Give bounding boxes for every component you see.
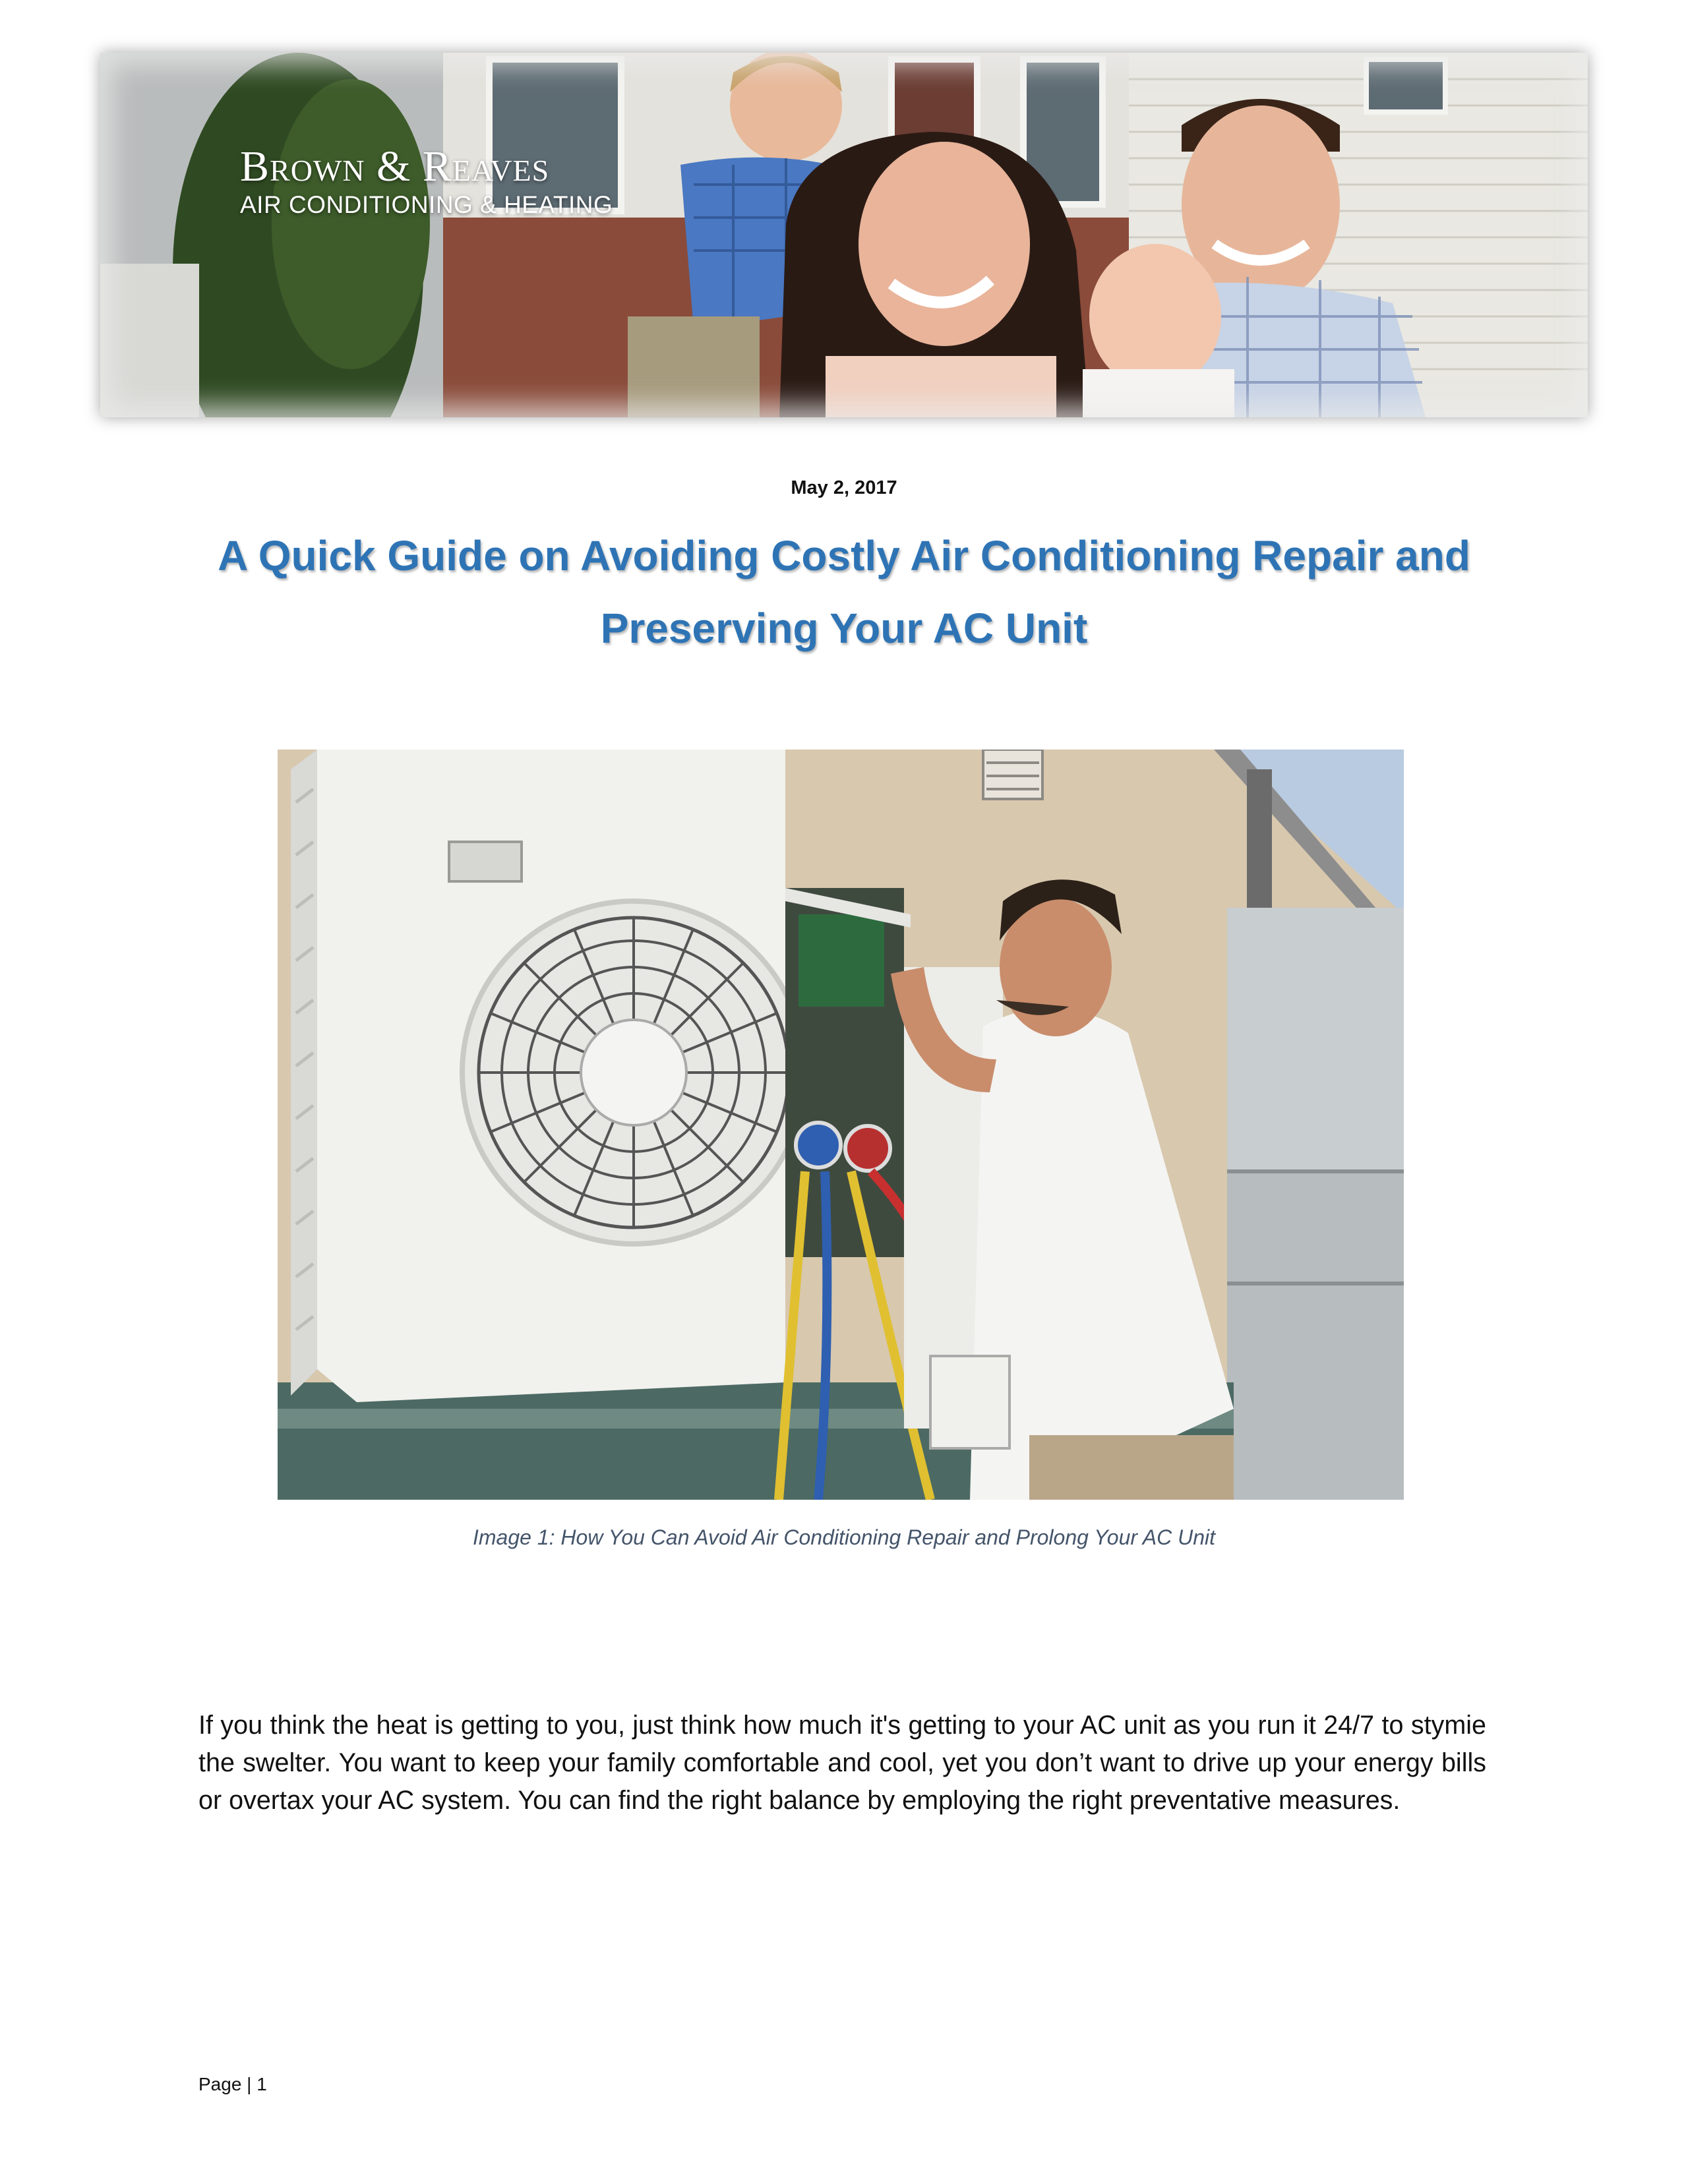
image-caption: Image 1: How You Can Avoid Air Conditioning Repair and Prolong Your AC Unit	[473, 1525, 1215, 1549]
article-image	[278, 750, 1404, 1500]
page-number: Page | 1	[198, 2074, 267, 2094]
header-banner	[100, 53, 1588, 417]
company-logo	[240, 142, 613, 219]
article-paragraph: If you think the heat is getting to you, just think how much it's getting to your AC unit as you run it 24/7 to stymie the swelter. You want to keep your family comfortable and cool, yet you don’t want to drive up your energy bills or overtax your AC system. You can find the right balance by employing the right preventative measures.	[198, 1710, 1486, 1815]
article-title: A Quick Guide on Avoiding Costly Air Conditioning Repair and Preserving Your AC Unit	[218, 532, 1470, 652]
article-date: May 2, 2017	[791, 477, 897, 498]
technician-ac-photo	[278, 750, 1404, 1500]
logo-subtitle: AIR CONDITIONING & HEATING	[240, 191, 613, 218]
family-photo	[100, 53, 1588, 417]
logo-brand-name: Brown & Reaves	[240, 142, 550, 191]
